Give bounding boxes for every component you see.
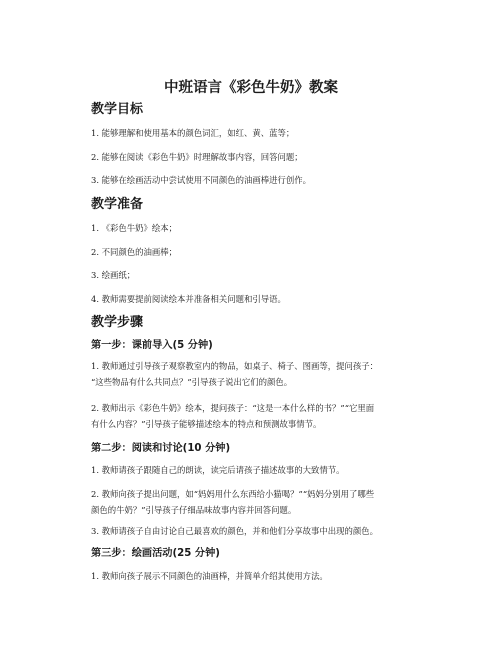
section-heading-steps: 教学步骤 bbox=[91, 315, 144, 330]
step1-paragraph-1-line-1: 1. 教师通过引导孩子观察教室内的物品，如桌子、椅子、图画等，提问孩子： bbox=[91, 361, 379, 371]
section-heading-preparation: 教学准备 bbox=[91, 197, 144, 212]
step1-paragraph-2 bbox=[91, 400, 421, 432]
section-heading-objectives: 教学目标 bbox=[91, 102, 144, 117]
preparation-item-1: 1. 《彩色牛奶》绘本； bbox=[91, 223, 178, 233]
objective-item-1: 1. 能够理解和使用基本的颜色词汇，如红、黄、蓝等； bbox=[91, 128, 295, 138]
step2-paragraph-2-line-2: 颜色的牛奶？”引导孩子仔细品味故事内容并回答问题。 bbox=[91, 505, 297, 515]
step1-paragraph-1-line-2: “这些物品有什么共同点？”引导孩子说出它们的颜色。 bbox=[91, 377, 293, 387]
step2-paragraph-1: 1. 教师请孩子跟随自己的朗读，读完后请孩子描述故事的大致情节。 bbox=[91, 465, 345, 475]
preparation-item-4: 4. 教师需要提前阅读绘本并准备相关问题和引导语。 bbox=[91, 294, 286, 304]
objective-item-3: 3. 能够在绘画活动中尝试使用不同颜色的油画棒进行创作。 bbox=[91, 175, 312, 185]
step2-heading: 第二步：阅读和讨论(10 分钟) bbox=[91, 443, 231, 454]
objective-item-2: 2. 能够在阅读《彩色牛奶》时理解故事内容，回答问题； bbox=[91, 152, 303, 162]
preparation-item-3: 3. 绘画纸； bbox=[91, 270, 136, 280]
step2-paragraph-2 bbox=[91, 486, 421, 518]
document-title: 中班语言《彩色牛奶》教案 bbox=[164, 80, 338, 96]
step2-paragraph-3: 3. 教师请孩子自由讨论自己最喜欢的颜色，并和他们分享故事中出现的颜色。 bbox=[91, 526, 379, 536]
step1-paragraph-2-line-2: 有什么内容？”引导孩子能够描述绘本的特点和预测故事情节。 bbox=[91, 419, 322, 429]
step1-paragraph-2-line-1: 2. 教师出示《彩色牛奶》绘本，提问孩子：“这是一本什么样的书？”“它里面 bbox=[91, 403, 375, 413]
step3-heading: 第三步：绘画活动(25 分钟) bbox=[91, 548, 220, 559]
step3-paragraph-1: 1. 教师向孩子展示不同颜色的油画棒，并简单介绍其使用方法。 bbox=[91, 571, 328, 581]
step1-paragraph-1 bbox=[91, 358, 421, 390]
step1-heading: 第一步：课前导入(5 分钟) bbox=[91, 340, 213, 351]
step2-paragraph-2-line-1: 2. 教师向孩子提出问题，如“妈妈用什么东西给小猫喝？”“妈妈分别用了哪些 bbox=[91, 489, 375, 499]
preparation-item-2: 2. 不同颜色的油画棒； bbox=[91, 247, 178, 257]
